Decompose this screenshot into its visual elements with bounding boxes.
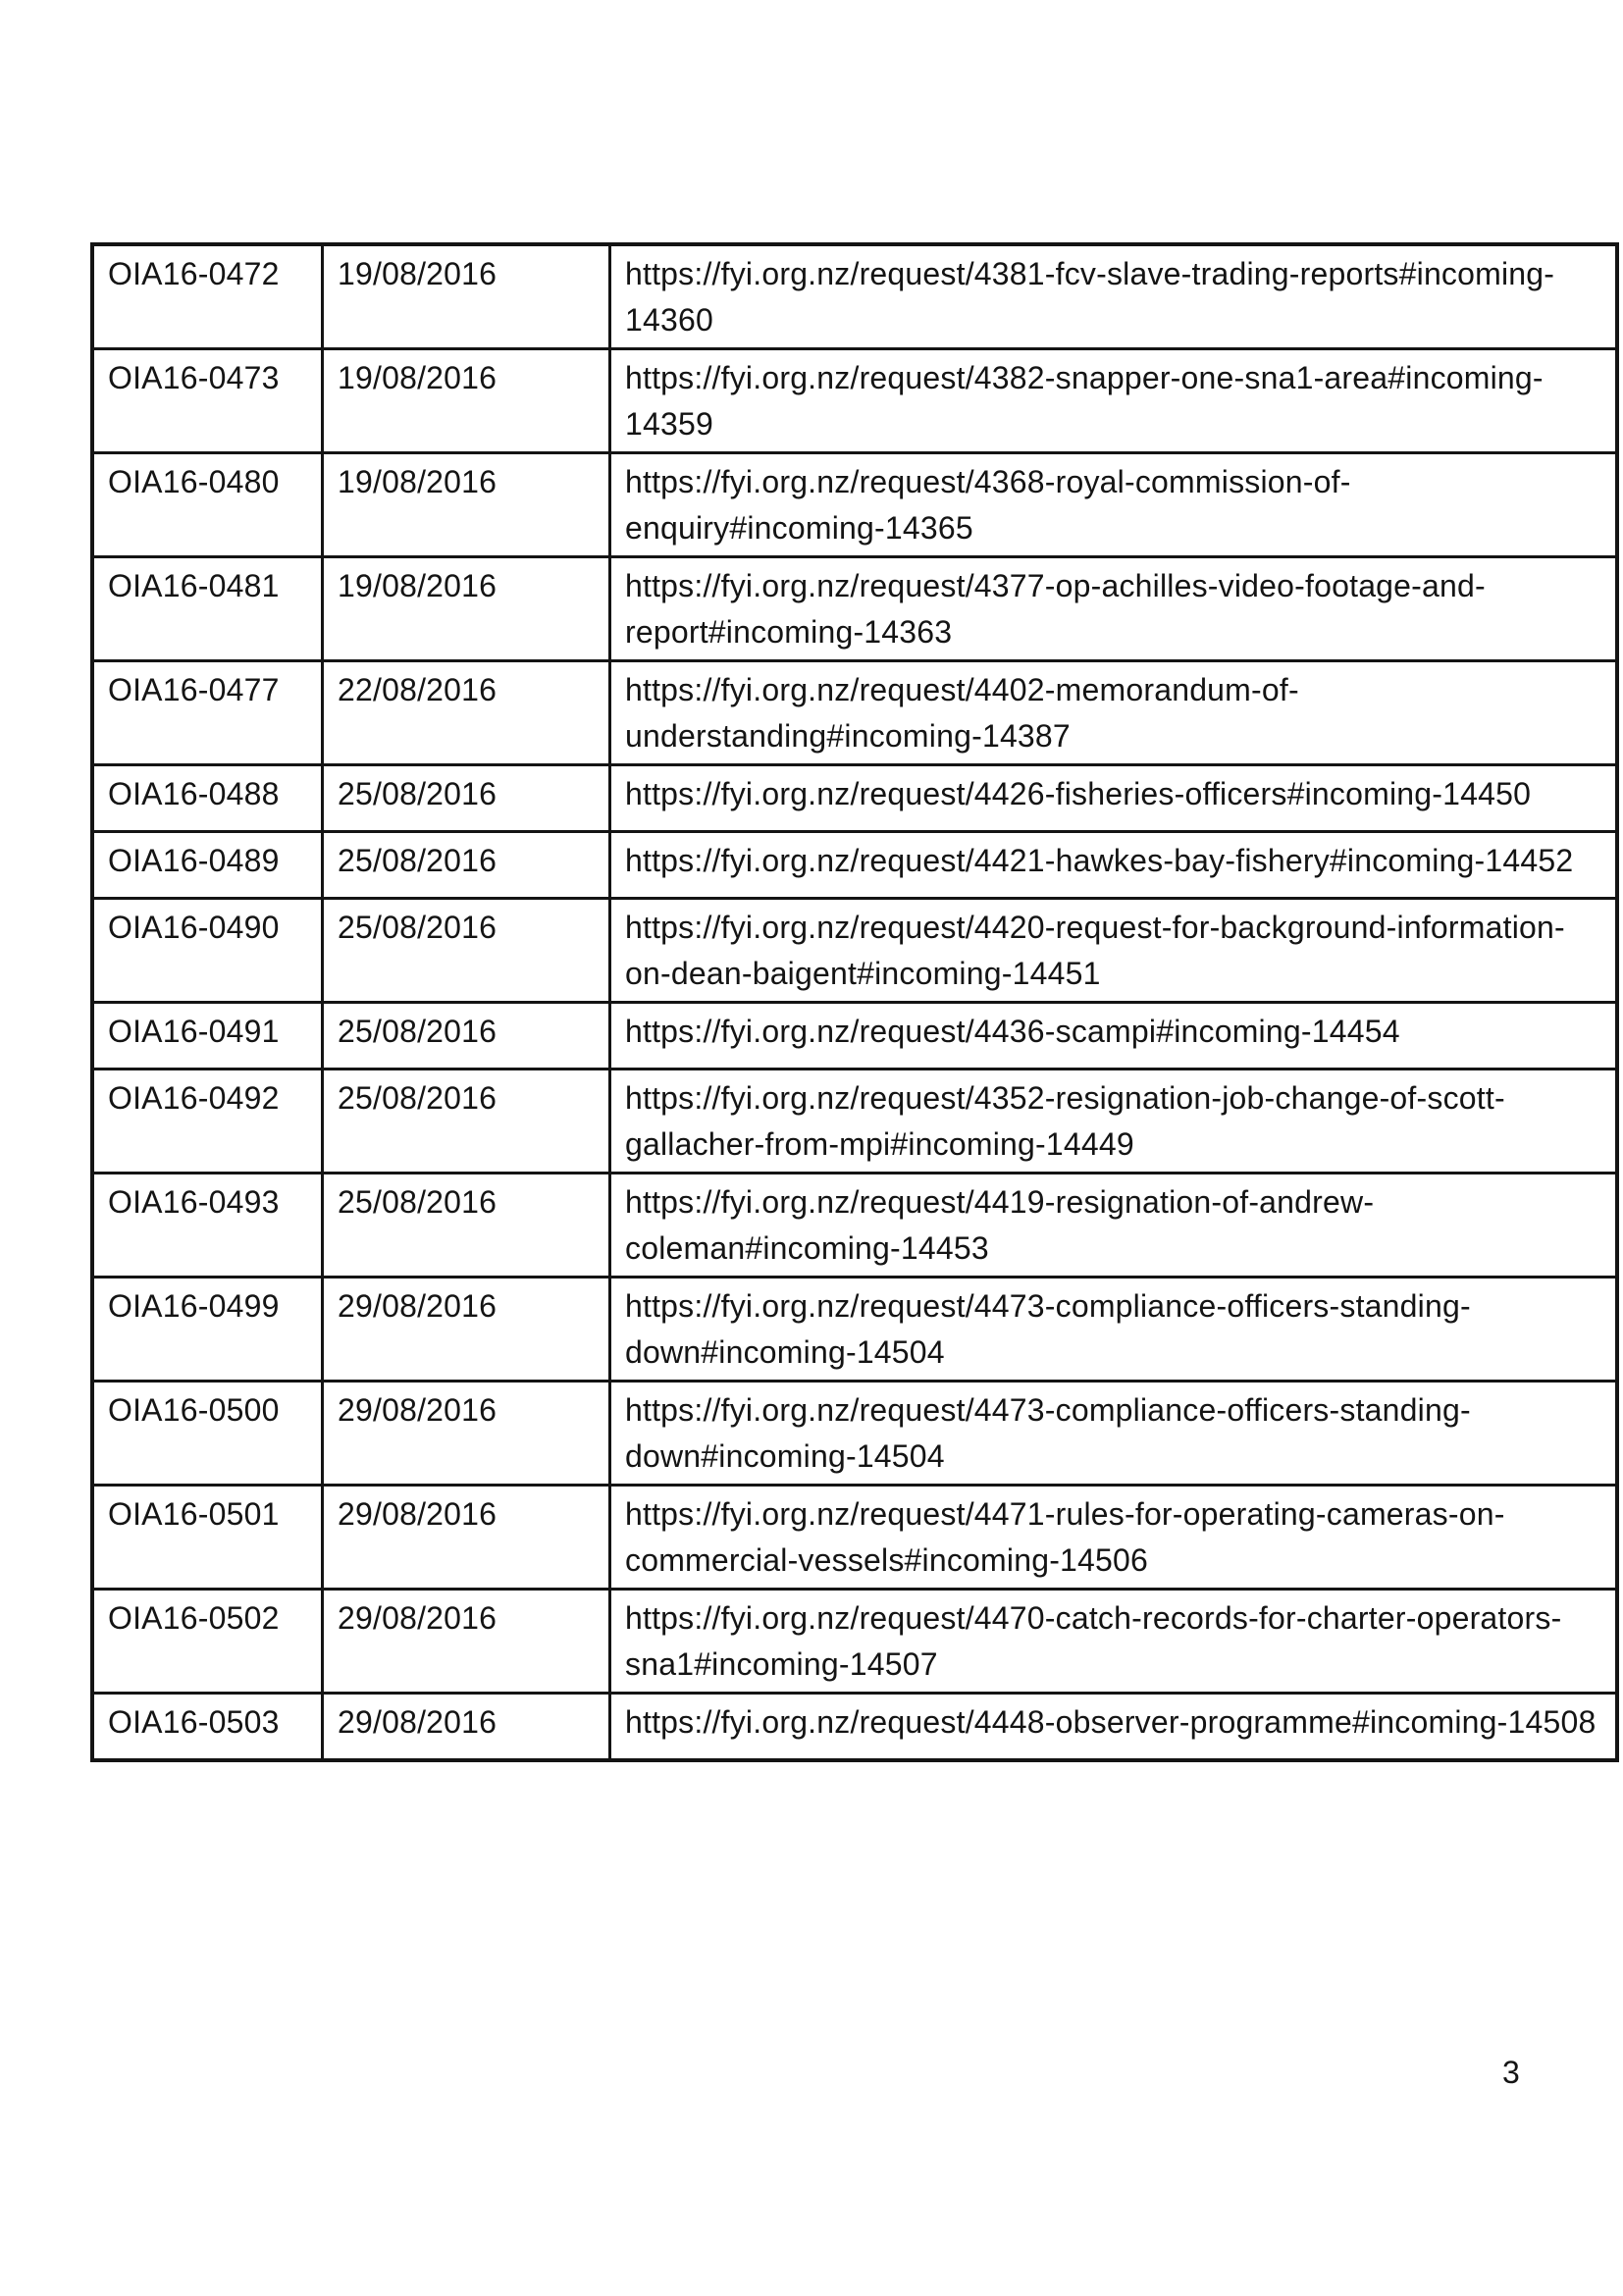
request-url-cell: https://fyi.org.nz/request/4473-compliance-officers-standing-down#incoming-14504 — [610, 1382, 1618, 1486]
request-date-cell: 25/08/2016 — [323, 899, 610, 1003]
table-row — [92, 1003, 1617, 1070]
request-url-cell: https://fyi.org.nz/request/4377-op-achilles-video-footage-and-report#incoming-14363 — [610, 557, 1618, 661]
request-url-cell: https://fyi.org.nz/request/4402-memorandum-of-understanding#incoming-14387 — [610, 661, 1618, 765]
table-row — [92, 832, 1617, 899]
request-id-cell: OIA16-0489 — [92, 832, 323, 899]
request-id-cell: OIA16-0472 — [92, 244, 323, 349]
page-number: 3 — [1502, 2055, 1520, 2090]
request-date-cell: 25/08/2016 — [323, 832, 610, 899]
request-date-cell: 25/08/2016 — [323, 765, 610, 832]
request-id-cell: OIA16-0473 — [92, 349, 323, 453]
request-url-cell: https://fyi.org.nz/request/4420-request-for-background-information-on-dean-baigent#incoming-14451 — [610, 899, 1618, 1003]
request-date-cell: 29/08/2016 — [323, 1486, 610, 1590]
request-id-cell: OIA16-0493 — [92, 1174, 323, 1278]
request-date-cell: 25/08/2016 — [323, 1070, 610, 1174]
request-date-cell: 19/08/2016 — [323, 453, 610, 557]
request-id-cell: OIA16-0501 — [92, 1486, 323, 1590]
request-date-cell: 19/08/2016 — [323, 244, 610, 349]
requests-table-body — [92, 244, 1617, 1760]
request-id-cell: OIA16-0477 — [92, 661, 323, 765]
table-row — [92, 1382, 1617, 1486]
oia-requests-table — [90, 242, 1619, 1762]
table-row — [92, 453, 1617, 557]
request-url-cell: https://fyi.org.nz/request/4471-rules-for-operating-cameras-on-commercial-vessels#incoming-14506 — [610, 1486, 1618, 1590]
request-url-cell: https://fyi.org.nz/request/4448-observer-programme#incoming-14508 — [610, 1694, 1618, 1761]
request-id-cell: OIA16-0492 — [92, 1070, 323, 1174]
request-id-cell: OIA16-0499 — [92, 1278, 323, 1382]
request-url-cell: https://fyi.org.nz/request/4352-resignation-job-change-of-scott-gallacher-from-mpi#incoming-14449 — [610, 1070, 1618, 1174]
request-id-cell: OIA16-0490 — [92, 899, 323, 1003]
request-date-cell: 22/08/2016 — [323, 661, 610, 765]
table-row — [92, 1590, 1617, 1694]
request-id-cell: OIA16-0488 — [92, 765, 323, 832]
request-url-cell: https://fyi.org.nz/request/4473-compliance-officers-standing-down#incoming-14504 — [610, 1278, 1618, 1382]
request-url-cell: https://fyi.org.nz/request/4421-hawkes-bay-fishery#incoming-14452 — [610, 832, 1618, 899]
table-row — [92, 1278, 1617, 1382]
request-url-cell: https://fyi.org.nz/request/4368-royal-commission-of-enquiry#incoming-14365 — [610, 453, 1618, 557]
request-url-cell: https://fyi.org.nz/request/4382-snapper-one-sna1-area#incoming-14359 — [610, 349, 1618, 453]
request-date-cell: 19/08/2016 — [323, 349, 610, 453]
table-row — [92, 661, 1617, 765]
table-row — [92, 1174, 1617, 1278]
request-date-cell: 29/08/2016 — [323, 1278, 610, 1382]
request-id-cell: OIA16-0481 — [92, 557, 323, 661]
table-row — [92, 244, 1617, 349]
request-id-cell: OIA16-0480 — [92, 453, 323, 557]
table-row — [92, 765, 1617, 832]
request-url-cell: https://fyi.org.nz/request/4426-fisheries-officers#incoming-14450 — [610, 765, 1618, 832]
table-row — [92, 899, 1617, 1003]
request-id-cell: OIA16-0502 — [92, 1590, 323, 1694]
request-id-cell: OIA16-0491 — [92, 1003, 323, 1070]
table-row — [92, 557, 1617, 661]
table-row — [92, 349, 1617, 453]
request-id-cell: OIA16-0500 — [92, 1382, 323, 1486]
request-url-cell: https://fyi.org.nz/request/4381-fcv-slave-trading-reports#incoming-14360 — [610, 244, 1618, 349]
request-date-cell: 29/08/2016 — [323, 1694, 610, 1761]
request-url-cell: https://fyi.org.nz/request/4436-scampi#incoming-14454 — [610, 1003, 1618, 1070]
request-date-cell: 25/08/2016 — [323, 1003, 610, 1070]
request-url-cell: https://fyi.org.nz/request/4470-catch-records-for-charter-operators-sna1#incoming-14507 — [610, 1590, 1618, 1694]
table-row — [92, 1486, 1617, 1590]
table-row — [92, 1070, 1617, 1174]
request-url-cell: https://fyi.org.nz/request/4419-resignation-of-andrew-coleman#incoming-14453 — [610, 1174, 1618, 1278]
request-date-cell: 19/08/2016 — [323, 557, 610, 661]
table-row — [92, 1694, 1617, 1761]
request-date-cell: 25/08/2016 — [323, 1174, 610, 1278]
request-date-cell: 29/08/2016 — [323, 1590, 610, 1694]
request-id-cell: OIA16-0503 — [92, 1694, 323, 1761]
request-date-cell: 29/08/2016 — [323, 1382, 610, 1486]
